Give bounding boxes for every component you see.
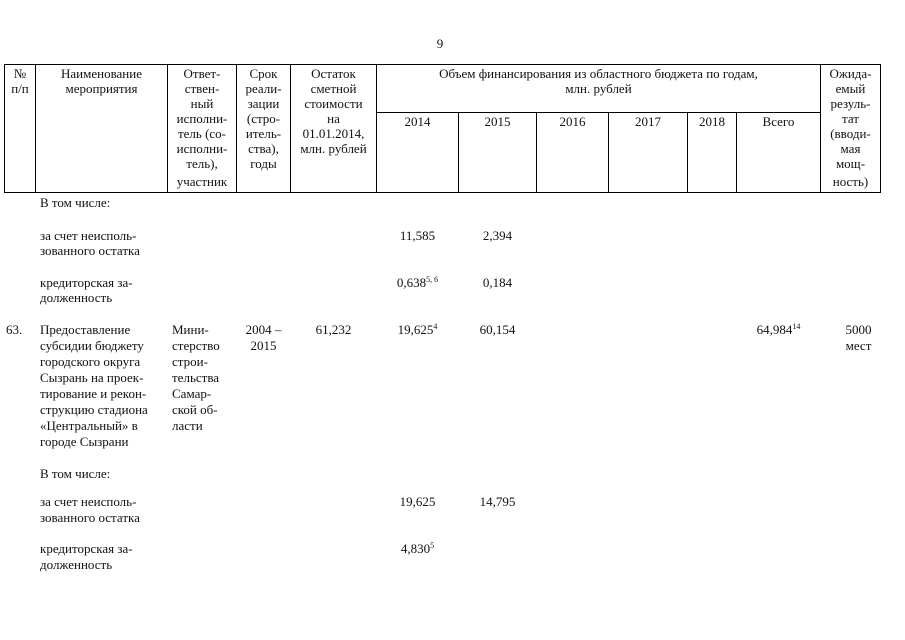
item-name-line: Предоставление: [40, 322, 131, 337]
item-name-line: Сызрань на проек-: [40, 370, 144, 385]
item-name-line: струкцию стадиона: [40, 402, 148, 417]
term-line: 2015: [250, 338, 277, 353]
cell-2015: 0,184: [482, 275, 513, 290]
page-number: 9: [436, 36, 444, 51]
item-name-line: тирование и рекон-: [40, 386, 147, 401]
term-line: 2004 –: [245, 322, 282, 337]
row-label: кредиторская за-: [40, 541, 133, 556]
header-result-line: тат: [842, 111, 859, 126]
header-term-line: ства),: [248, 141, 279, 156]
years-header-border: [376, 112, 820, 113]
cell-2015: 14,795: [479, 494, 516, 509]
cell-2014: [377, 275, 458, 290]
cell-2015: 2,394: [482, 228, 513, 243]
header-result-line: резуль-: [830, 96, 871, 111]
header-num-line: п/п: [11, 81, 29, 96]
header-term-line: Срок: [249, 66, 278, 81]
row-label: зованного остатка: [40, 510, 140, 525]
row-number: 63.: [6, 322, 23, 337]
header-year-2016: 2016: [559, 114, 586, 129]
cell-value: 0,638: [396, 275, 427, 290]
header-year-2015: 2015: [484, 114, 511, 129]
header-balance-line: Остаток: [311, 66, 356, 81]
footnote-ref: 5, 6: [426, 275, 439, 284]
item-name-line: городского округа: [40, 354, 141, 369]
executor-line: Самар-: [172, 386, 212, 401]
cell-balance: 61,232: [315, 322, 352, 337]
executor-line: стерство: [172, 338, 220, 353]
header-year-2014: 2014: [404, 114, 431, 129]
header-executor-line: исполни-: [176, 141, 228, 156]
header-total: Всего: [762, 114, 795, 129]
cell-total: [737, 322, 820, 337]
executor-line: ской об-: [172, 402, 218, 417]
header-term-line: реали-: [245, 81, 282, 96]
executor-line: строи-: [172, 354, 208, 369]
row-label: В том числе:: [40, 195, 111, 210]
row-label: за счет неисполь-: [40, 228, 137, 243]
header-term-line: (стро-: [246, 111, 281, 126]
header-result-line: ность): [832, 174, 869, 189]
footnote-ref: 4: [433, 322, 438, 331]
header-financing-line: Объем финансирования из областного бюджета по годам,: [439, 66, 758, 81]
header-executor-line: Ответ-: [183, 66, 221, 81]
header-name-line: мероприятия: [65, 81, 138, 96]
footnote-ref: 5: [430, 541, 435, 550]
header-result-line: Ожида-: [829, 66, 872, 81]
cell-2014: 11,585: [399, 228, 436, 243]
executor-line: ласти: [172, 418, 203, 433]
row-label: долженность: [40, 557, 113, 572]
header-executor-line: ствен-: [184, 81, 220, 96]
header-executor-line: тель),: [186, 156, 218, 171]
header-year-2018: 2018: [699, 114, 725, 129]
result-line: 5000: [845, 322, 872, 337]
header-financing-line: млн. рублей: [565, 81, 632, 96]
header-name-line: Наименование: [61, 66, 142, 81]
header-term-line: зации: [247, 96, 280, 111]
executor-line: Мини-: [172, 322, 209, 337]
row-label: долженность: [40, 290, 113, 305]
header-executor-line: участник: [176, 174, 228, 189]
executor-line: тельства: [172, 370, 220, 385]
item-name-line: «Центральный» в: [40, 418, 138, 433]
cell-2014: [377, 541, 458, 556]
header-term-line: годы: [250, 156, 277, 171]
result-line: мест: [845, 338, 872, 353]
header-executor-line: ный: [190, 96, 214, 111]
row-label: В том числе:: [40, 466, 111, 481]
item-name-line: субсидии бюджету: [40, 338, 144, 353]
cell-2014: [377, 322, 458, 337]
item-name-line: городе Сызрани: [40, 434, 129, 449]
header-balance-line: млн. рублей: [300, 141, 367, 156]
col-border: [880, 64, 881, 193]
header-result-line: мая: [840, 141, 861, 156]
row-label: кредиторская за-: [40, 275, 133, 290]
header-balance-line: сметной: [310, 81, 357, 96]
header-executor-line: тель (со-: [177, 126, 227, 141]
header-balance-line: 01.01.2014,: [302, 126, 365, 141]
header-result-line: емый: [835, 81, 866, 96]
header-bottom-border: [4, 192, 881, 193]
cell-value: 4,830: [400, 541, 431, 556]
cell-value: 19,625: [397, 322, 434, 337]
row-label: зованного остатка: [40, 243, 140, 258]
row-label: за счет неисполь-: [40, 494, 137, 509]
header-result-line: (вводи-: [830, 126, 871, 141]
header-balance-line: стоимости: [304, 96, 363, 111]
header-result-line: мощ-: [835, 156, 866, 171]
header-year-2017: 2017: [635, 114, 661, 129]
header-term-line: итель-: [245, 126, 282, 141]
header-balance-line: на: [327, 111, 340, 126]
cell-value: 64,984: [756, 322, 793, 337]
footnote-ref: 14: [792, 322, 801, 331]
table-top-border: [4, 64, 881, 65]
header-executor-line: исполни-: [176, 111, 228, 126]
header-num-line: №: [13, 66, 27, 81]
cell-2015: 60,154: [479, 322, 516, 337]
cell-2014: 19,625: [399, 494, 436, 509]
